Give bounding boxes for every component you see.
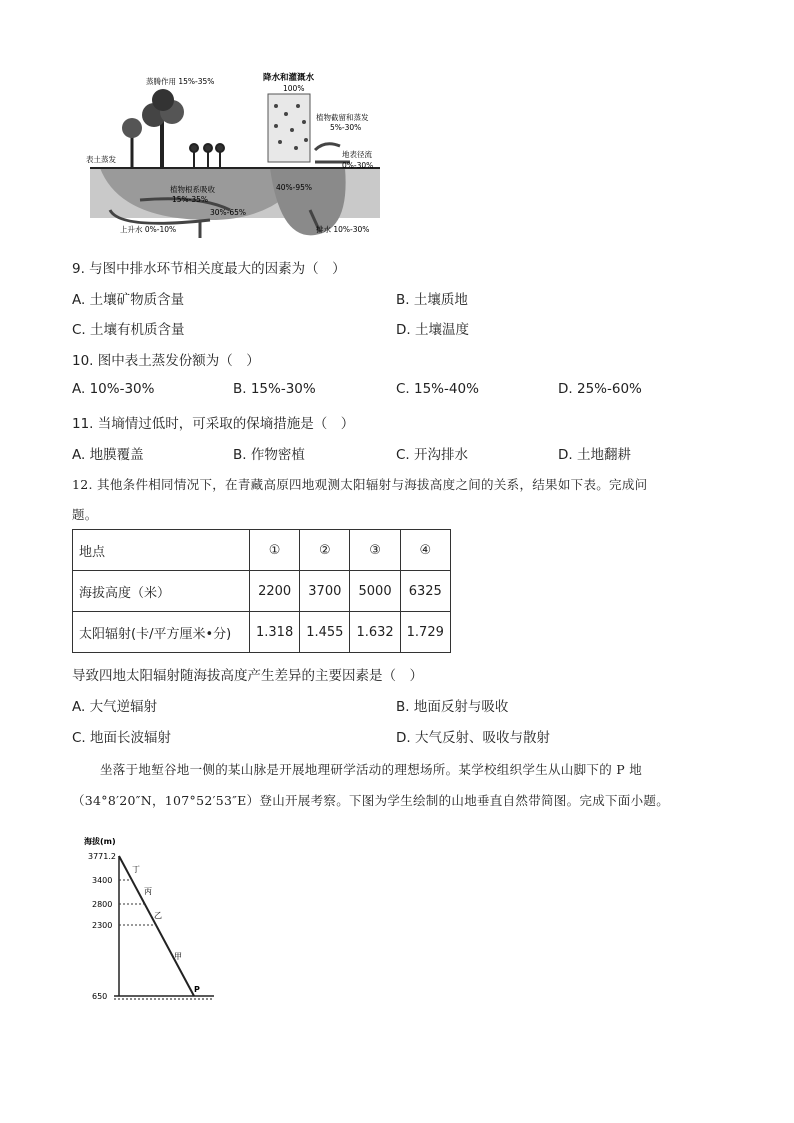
q12-option-d[interactable]: D. 大气反射、吸收与散射 [396, 730, 550, 746]
runoff-label: 地表径流 [342, 150, 372, 159]
tree-icon [122, 118, 142, 168]
q9-option-d[interactable]: D. 土壤温度 [396, 322, 469, 338]
q10-option-d[interactable]: D. 25%-60% [558, 381, 642, 397]
table-cell: 6325 [400, 571, 450, 612]
capillary-label: 上升水 0%-10% [120, 225, 177, 234]
q12-question: 导致四地太阳辐射随海拔高度产生差异的主要因素是（ ） [72, 668, 423, 684]
interception-pct: 5%-30% [330, 123, 362, 132]
mountain-slope [119, 856, 194, 996]
q12-stem-line1: 12. 其他条件相同情况下，在青藏高原四地观测太阳辐射与海拔高度之间的关系，结果如下表。完成问 [72, 477, 648, 492]
tree-icon [142, 89, 184, 168]
tick-label: 2800 [92, 900, 113, 909]
table-cell: ① [250, 530, 300, 571]
zone-label: 丁 [132, 865, 140, 874]
table-cell: 1.729 [400, 612, 450, 653]
infiltration-pct: 40%-95% [276, 183, 313, 192]
q12-option-c[interactable]: C. 地面长波辐射 [72, 730, 172, 746]
q11-stem: 11. 当墒情过低时，可采取的保墒措施是（ ） [72, 416, 355, 432]
q10-option-a[interactable]: A. 10%-30% [72, 381, 155, 397]
zone-label: 乙 [154, 911, 162, 920]
q9-option-a[interactable]: A. 土壤矿物质含量 [72, 292, 185, 308]
q12-option-b[interactable]: B. 地面反射与吸收 [396, 699, 509, 715]
q9-stem: 9. 与图中排水环节相关度最大的因素为（ ） [72, 261, 346, 277]
precip-pct: 100% [283, 84, 305, 93]
table-cell: 1.455 [300, 612, 350, 653]
transpiration-label: 蒸腾作用 15%-35% [146, 77, 215, 86]
q9-option-b[interactable]: B. 土壤质地 [396, 292, 468, 308]
q11-option-b[interactable]: B. 作物密植 [233, 447, 305, 463]
runoff-pct: 0%-30% [342, 161, 374, 170]
tick-label: 650 [92, 992, 108, 1001]
radiation-table [72, 529, 451, 653]
table-cell: 1.318 [250, 612, 300, 653]
q12-stem-line2: 题。 [72, 507, 98, 522]
elevation-axis-label: 海拔(m) [84, 837, 116, 846]
interception-label: 植物截留和蒸发 [316, 113, 369, 122]
uptake-pct: 15%-35% [172, 195, 209, 204]
table-cell: 5000 [350, 571, 400, 612]
table-cell: ④ [400, 530, 450, 571]
zone-label: 甲 [174, 952, 182, 961]
intro-line1: 坐落于地堑谷地一侧的某山脉是开展地理研学活动的理想场所。某学校组织学生从山脚下的 P 地 [100, 762, 643, 777]
zone-label: 丙 [144, 887, 152, 896]
crop-icon [190, 144, 224, 168]
table-cell: ② [300, 530, 350, 571]
q11-option-c[interactable]: C. 开沟排水 [396, 447, 469, 463]
intro-line2: （34°8′20″N，107°52′53″E）登山开展考察。下图为学生绘制的山地垂直自然带简图。完成下面小题。 [72, 793, 670, 808]
tick-label: 3771.2 [88, 852, 116, 861]
mountain-zone-diagram [74, 834, 224, 1009]
tick-label: 2300 [92, 921, 113, 930]
q10-stem: 10. 图中表土蒸发份额为（ ） [72, 353, 260, 369]
rain-block [268, 94, 310, 162]
table-header-cell: 太阳辐射(卡/平方厘米•分) [73, 612, 250, 653]
table-header-cell: 海拔高度（米） [73, 571, 250, 612]
table-header-cell: 地点 [73, 530, 250, 571]
drainage-label: 排水 10%-30% [316, 225, 370, 234]
q11-option-a[interactable]: A. 地膜覆盖 [72, 447, 144, 463]
q11-option-d[interactable]: D. 土地翻耕 [558, 447, 631, 463]
table-cell: 3700 [300, 571, 350, 612]
soil-water-diagram [80, 70, 390, 242]
table-row [73, 571, 451, 612]
tick-label: 3400 [92, 876, 113, 885]
q12-option-a[interactable]: A. 大气逆辐射 [72, 699, 158, 715]
storage-pct: 30%-65% [210, 208, 247, 217]
uptake-label: 植物根系吸收 [170, 185, 215, 194]
precip-label: 降水和灌溉水 [263, 73, 315, 83]
table-cell: 1.632 [350, 612, 400, 653]
q10-option-b[interactable]: B. 15%-30% [233, 381, 316, 397]
q9-option-c[interactable]: C. 土壤有机质含量 [72, 322, 185, 338]
table-row [73, 612, 451, 653]
point-p-label: P [194, 985, 200, 994]
table-row [73, 530, 451, 571]
surface-evap-label: 表土蒸发 [86, 155, 116, 164]
table-cell: ③ [350, 530, 400, 571]
q10-option-c[interactable]: C. 15%-40% [396, 381, 479, 397]
table-cell: 2200 [250, 571, 300, 612]
